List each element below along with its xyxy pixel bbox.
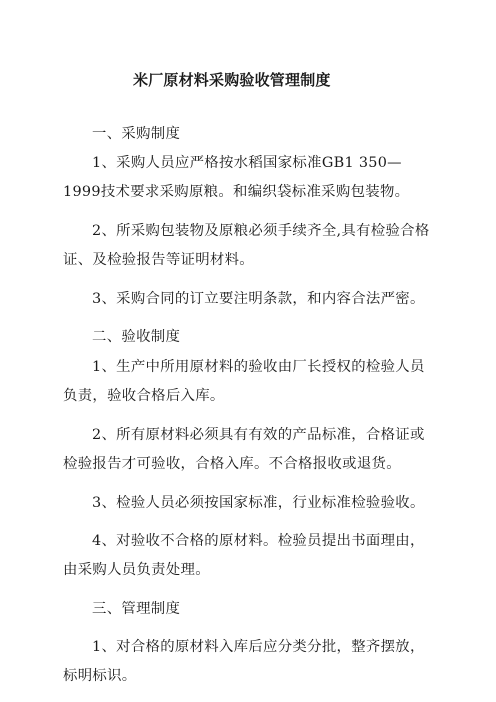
document-title: 米厂原材料采购验收管理制度: [133, 71, 331, 89]
procurement-paragraph-2: 2、所采购包装物及原粮必须手续齐全,具有检验合格证、及检验报告等证明材料。: [63, 223, 430, 268]
acceptance-paragraph-1: 1、生产中所用原材料的验收由厂长授权的检验人员负责，验收合格后入库。: [63, 359, 425, 404]
acceptance-paragraph-2: 2、所有原材料必须具有有效的产品标准，合格证或检验报告才可验收，合格入库。不合格报收或退货。: [63, 427, 425, 472]
acceptance-paragraph-3: 3、检验人员必须按国家标准，行业标准检验验收。: [92, 495, 425, 511]
procurement-paragraph-3: 3、采购合同的订立要注明条款，和内容合法严密。: [92, 291, 425, 307]
section-heading-procurement: 一、采购制度: [92, 126, 181, 142]
procurement-paragraph-1: 1、采购人员应严格按水稻国家标准GB1 350—1999技术要求采购原粮。和编织袋标准采购包装物。: [63, 155, 410, 200]
acceptance-paragraph-4: 4、对验收不合格的原材料。检验员提出书面理由，由采购人员负责处理。: [63, 533, 425, 578]
management-paragraph-1: 1、对合格的原材料入库后应分类分批，整齐摆放，标明标识。: [63, 639, 425, 684]
section-heading-acceptance: 二、验收制度: [92, 329, 181, 345]
section-heading-management: 三、管理制度: [92, 601, 181, 617]
